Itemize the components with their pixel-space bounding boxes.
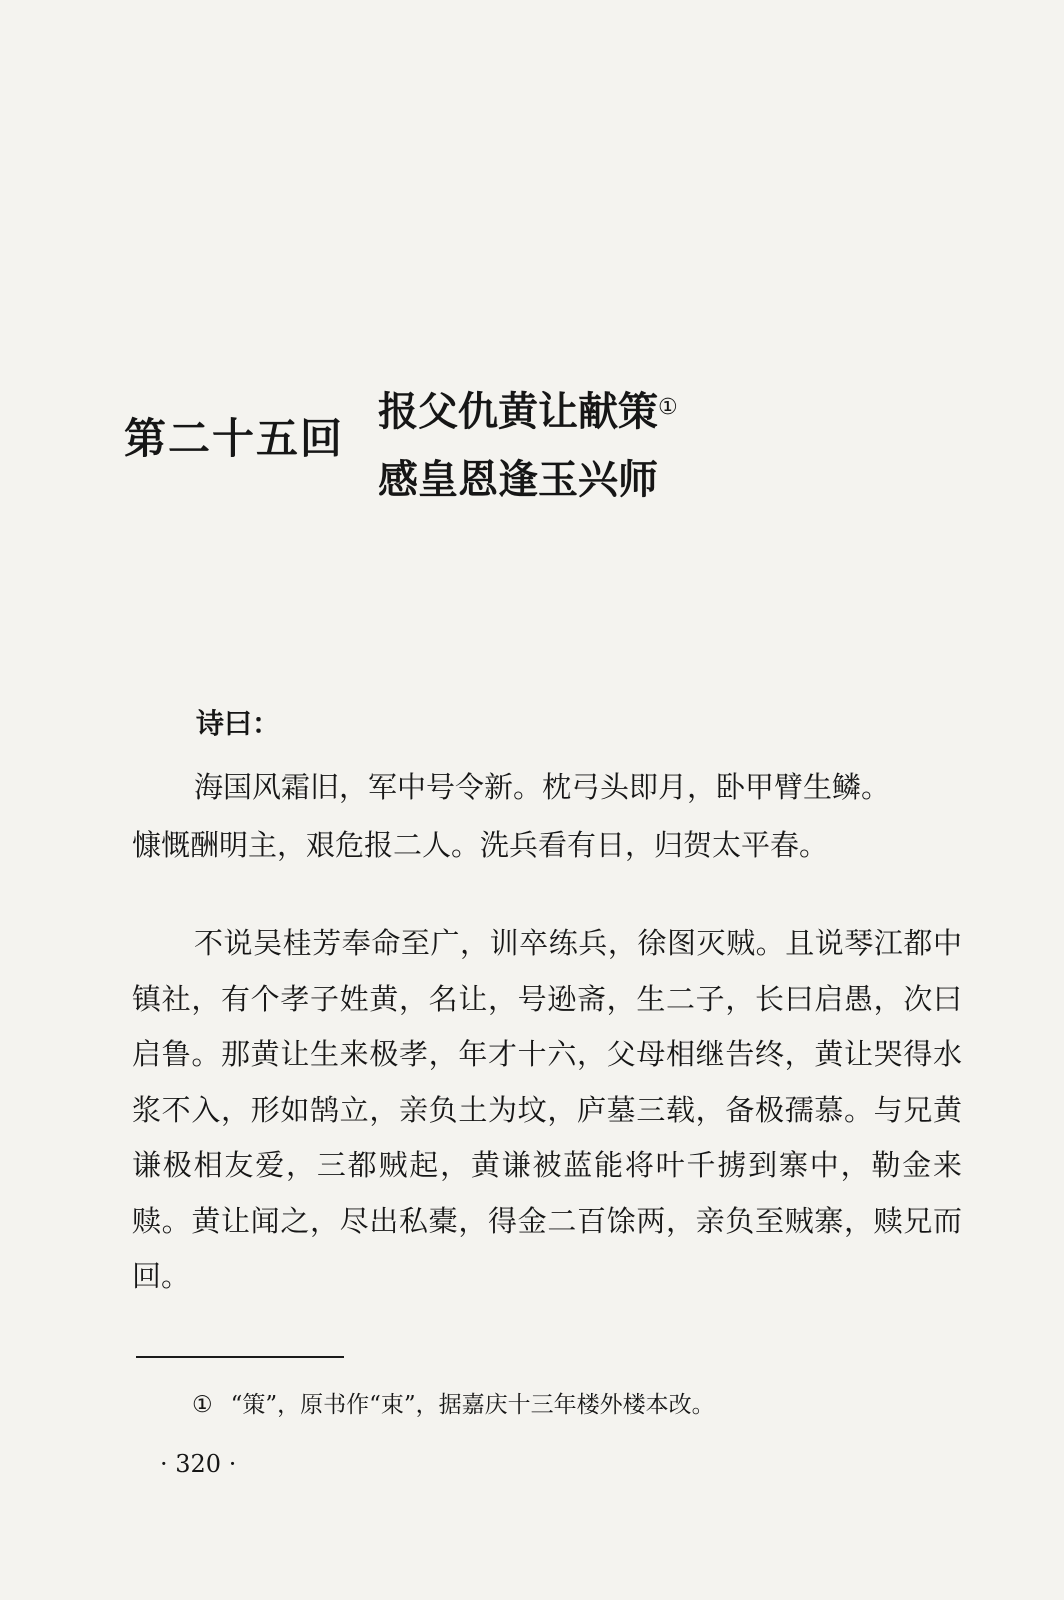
chapter-title-line-1 [378,378,678,446]
footnote [192,1394,715,1417]
footnote-text: “策”，原书作“束”，据嘉庆十三年楼外楼本改。 [230,1392,715,1418]
prose-body [132,916,962,1305]
prose-paragraph: 不说吴桂芳奉命至广，训卒练兵，徐图灭贼。且说琴江都中镇社，有个孝子姓黄，名让，号逊斋，生二子，长曰启愚，次曰启鲁。那黄让生来极孝，年才十六，父母相继告终，黄让哭得水浆不入，形如鹄立，亲负土为坟，庐墓三载，备极孺慕。与兄黄谦极相友爱，三都贼起，黄谦被蓝能将叶千掳到寨中，勒金来赎。黄让闻之，尽出私橐，得金二百馀两，亲负至贼寨，赎兄而回。 [132,926,962,1293]
chapter-title [378,378,678,514]
poem-heading: 诗曰： [196,707,281,740]
footnote-divider [136,1356,344,1358]
footnote-marker: ① [192,1392,213,1418]
chapter-title-line-1-text: 报父仇黄让献策 [378,389,658,435]
poem [132,758,972,874]
chapter-number: 第二十五回 [124,414,345,463]
page-number: · 320 · [160,1450,237,1478]
poem-line-1: 海国风霜旧，军中号令新。枕弓头即月，卧甲臂生鳞。 [194,770,891,804]
footnote-reference[interactable]: ① [658,395,678,420]
poem-line-2: 慷慨酬明主，艰危报二人。洗兵看有日，归贺太平春。 [132,828,829,862]
chapter-title-line-2: 感皇恩逢玉兴师 [378,457,658,503]
